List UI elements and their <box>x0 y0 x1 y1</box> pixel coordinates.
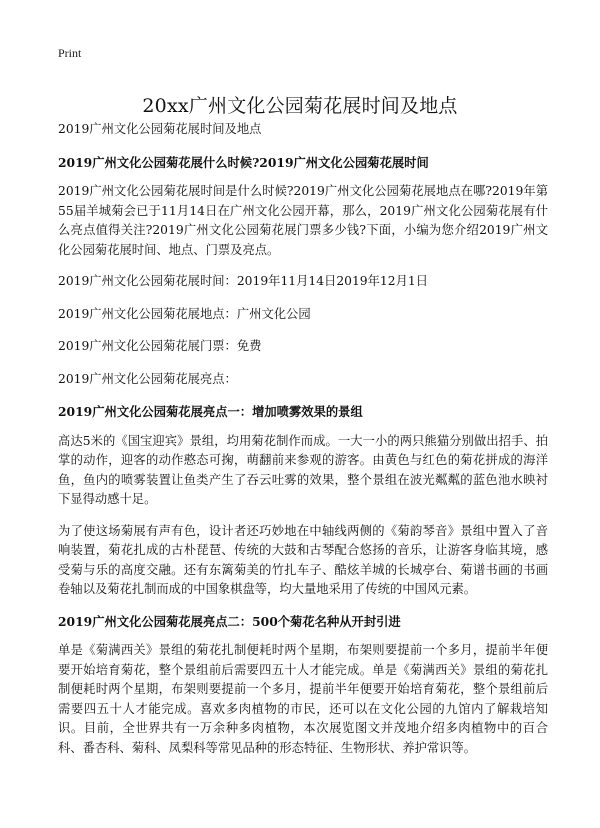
ticket-line: 2019广州文化公园菊花展门票：免费 <box>58 339 262 353</box>
highlights-line: 2019广州文化公园菊花展亮点： <box>58 371 237 386</box>
time-line: 2019广州文化公园菊花展时间：2019年11月14日2019年12月1日 <box>58 274 428 288</box>
section-heading-1: 2019广州文化公园菊花展什么时候?2019广州文化公园菊花展时间 <box>58 154 429 170</box>
article-body <box>58 120 548 770</box>
paragraph-4: 单是《菊满西关》景组的菊花扎制便耗时两个星期，布架则要提前一个多月，提前半年便要开始培育菊花，整个景组前后需要四五十人才能完成。单是《菊满西关》景组的菊花扎制便耗时两个星期，布架则要提前一个多月，提前半年便要开始培育菊花，整个景组前后需要四五十人才能完成。喜欢多肉植物的市民，还可以在文化公园的九馆内了解栽培知识。目前，全世界共有一万余种多肉植物，本次展览图文并茂地介绍多肉植物中的百合科、番杏科、菊科、凤梨科等常见品种的形态特征、生物形状、养护常识等。 <box>58 643 548 755</box>
section-heading-2: 2019广州文化公园菊花展亮点一：增加喷雾效果的景组 <box>58 404 363 419</box>
paragraph-1: 2019广州文化公园菊花展时间是什么时候?2019广州文化公园菊花展地点在哪?2019年第55届羊城菊会已于11月14日在广州文化公园开幕，那么，2019广州文化公园菊花展有什么亮点值得关注?2019广州文化公园菊花展门票多少钱?下面，小编为您介绍2019广州文化公园菊花展时间、地点、门票及亮点。 <box>58 184 548 257</box>
paragraph-2: 高达5米的《国宝迎宾》景组，均用菊花制作而成。一大一小的两只熊猫分别做出招手、拍掌的动作，迎客的动作憨态可掬，萌翻前来参观的游客。由黄色与红色的菊花拼成的海洋鱼，鱼内的喷雾装置让鱼类产生了吞云吐雾的效果，整个景组在波光粼粼的蓝色池水映衬下显得动感十足。 <box>58 433 548 506</box>
intro-line: 2019广州文化公园菊花展时间及地点 <box>58 122 262 136</box>
print-label: Print <box>58 46 82 60</box>
place-line: 2019广州文化公园菊花展地点：广州文化公园 <box>58 306 311 321</box>
section-heading-3: 2019广州文化公园菊花展亮点二：500个菊花名种从开封引进 <box>58 613 401 629</box>
page-title: 20xx广州文化公园菊花展时间及地点 <box>142 94 458 117</box>
paragraph-3: 为了使这场菊展有声有色，设计者还巧妙地在中轴线两侧的《菊韵琴音》景组中置入了音响装置，菊花扎成的古朴琵琶、传统的大鼓和古琴配合悠扬的音乐，让游客身临其境，感受菊与乐的高度交融。还有东篱菊美的竹扎车子、酷炫羊城的长城亭台、菊谱书画的书画卷轴以及菊花扎制而成的中国象棋盘等，均大量地采用了传统的中国风元素。 <box>58 523 548 596</box>
